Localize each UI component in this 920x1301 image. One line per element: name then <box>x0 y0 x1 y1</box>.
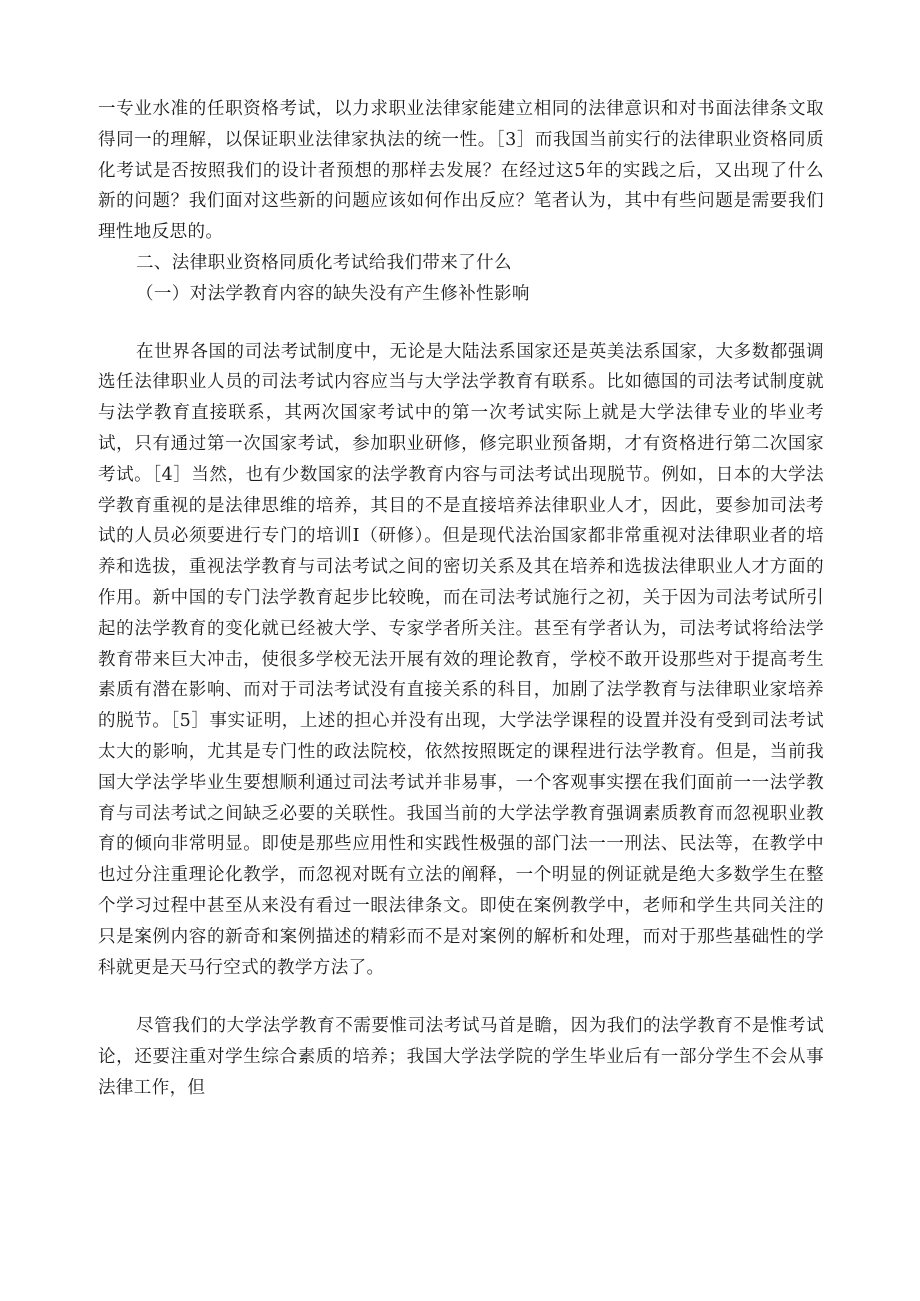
document-page <box>98 94 824 1104</box>
section-heading: 二、法律职业资格同质化考试给我们带来了什么 <box>136 252 512 273</box>
body-paragraph: 在世界各国的司法考试制度中，无论是大陆法系国家还是英美法系国家，大多数都强调选任法律职业人员的司法考试内容应当与大学法学教育有联系。比如德国的司法考试制度就与法学教育直接联系，其两次国家考试中的第一次考试实际上就是大学法律专业的毕业考试，只有通过第一次国家考试，参加职业研修，修完职业预备期，才有资格进行第二次国家考试。［4］当然，也有少数国家的法学教育内容与司法考试出现脱节。例如，日本的大学法学教育重视的是法律思维的培养，其目的不是直接培养法律职业人才，因此，要参加司法考试的人员必须要进行专门的培训I（研修）。但是现代法治国家都非常重视对法律职业者的培养和选拔，重视法学教育与司法考试之间的密切关系及其在培养和选拔法律职业人才方面的作用。新中国的专门法学教育起步比较晚，而在司法考试施行之初，关于因为司法考试所引起的法学教育的变化就已经被大学、专家学者所关注。甚至有学者认为，司法考试将给法学教育带来巨大冲击，使很多学校无法开展有效的理论教育，学校不敢开设那些对于提高考生素质有潜在影响、而对于司法考试没有直接关系的科目，加剧了法学教育与法律职业家培养的脱节。［5］事实证明，上述的担心并没有出现，大学法学课程的设置并没有受到司法考试太大的影响，尤其是专门性的政法院校，依然按照既定的课程进行法学教育。但是，当前我国大学法学毕业生要想顺利通过司法考试并非易事，一个客观事实摆在我们面前一一法学教育与司法考试之间缺乏必要的关联性。我国当前的大学法学教育强调素质教育而忽视职业教育的倾向非常明显。即使是那些应用性和实践性极强的部门法一一刑法、民法等，在教学中也过分注重理论化教学，而忽视对既有立法的阐释，一个明显的例证就是绝大多数学生在整个学习过程中甚至从来没有看过一眼法律条文。即使在案例教学中，老师和学生共同关注的只是案例内容的新奇和案例描述的精彩而不是对案例的解析和处理，而对于那些基础性的学科就更是天马行空式的教学方法了。 <box>98 341 824 978</box>
paragraph-continuation: 一专业水准的任职资格考试，以力求职业法律家能建立相同的法律意识和对书面法律条文取得同一的理解，以保证职业法律家执法的统一性。［3］而我国当前实行的法律职业资格同质化考试是否按照我们的设计者预想的那样去发展？在经过这5年的实践之后，又出现了什么新的问题？我们面对这些新的问题应该如何作出反应？笔者认为，其中有些问题是需要我们理性地反思的。 <box>98 99 824 243</box>
subsection-heading: （一）对法学教育内容的缺失没有产生修补性影响 <box>136 283 530 304</box>
body-paragraph-final: 尽管我们的大学法学教育不需要惟司法考试马首是瞻，因为我们的法学教育不是惟考试论，还要注重对学生综合素质的培养；我国大学法学院的学生毕业后有一部分学生不会从事法律工作，但 <box>98 1016 824 1098</box>
